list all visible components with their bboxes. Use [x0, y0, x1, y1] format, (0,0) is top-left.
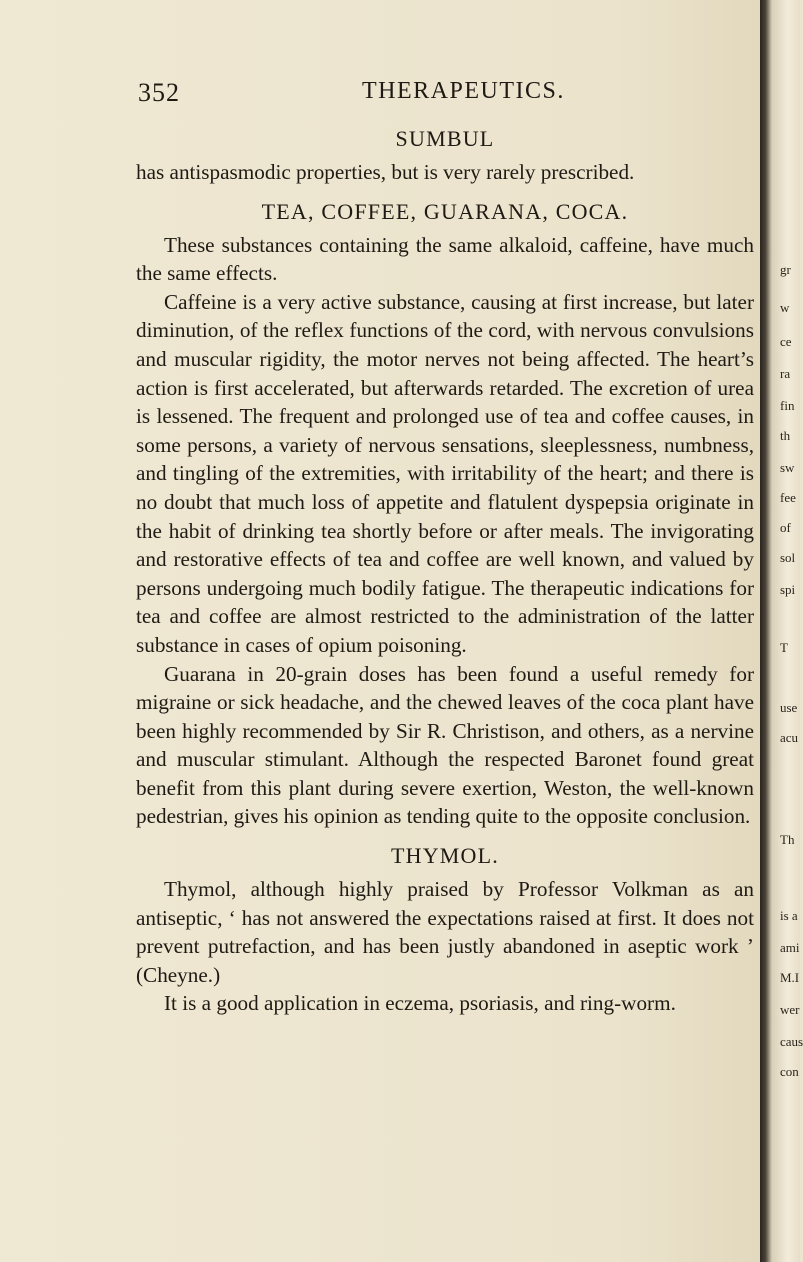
- margin-fragment: T: [780, 640, 788, 655]
- margin-fragment: ra: [780, 366, 791, 381]
- margin-fragment: w: [780, 300, 790, 315]
- section-heading-tea-coffee: TEA, COFFEE, GUARANA, COCA.: [261, 198, 629, 224]
- section-heading-thymol: THYMOL.: [390, 843, 499, 869]
- margin-fragment: fee: [780, 490, 796, 505]
- page-header: [138, 78, 758, 112]
- margin-fragment: acu: [780, 730, 799, 745]
- margin-fragment: of: [780, 520, 791, 535]
- paragraph: has antispasmodic properties, but is very rarely prescribed.: [136, 160, 635, 184]
- margin-fragment: con: [780, 1064, 799, 1079]
- margin-fragment: sol: [780, 550, 796, 565]
- margin-fragment: is a: [780, 908, 798, 923]
- margin-fragment: gr: [780, 262, 791, 277]
- paragraph: These substances containing the same alkaloid, caffeine, have much the same effects.: [136, 232, 754, 286]
- margin-fragment: Th: [780, 832, 795, 847]
- margin-fragment: caus: [780, 1034, 803, 1049]
- paragraph: Guarana in 20-grain doses has been found a useful remedy for migraine or sick headache, and the chewed leaves of the coca plant have been highly recommended by Sir R. Christison, and others, as a nervine and muscular stimulant. Although the respected Baronet found great benefit from this plant during severe exertion, Weston, the well-known pedestrian, gives his opinion as tending quite to the opposite conclusion.: [136, 661, 754, 829]
- margin-fragment: M.I: [780, 970, 800, 985]
- running-head: THERAPEUTICS.: [362, 78, 565, 104]
- margin-fragment: th: [780, 428, 791, 443]
- paragraph: It is a good application in eczema, psoriasis, and ring-worm.: [164, 991, 676, 1016]
- section-heading-sumbul: SUMBUL: [395, 126, 495, 151]
- margin-fragment: spi: [780, 582, 796, 597]
- margin-fragment: use: [780, 700, 798, 715]
- margin-fragment: ce: [780, 334, 792, 349]
- paragraph: Caffeine is a very active substance, causing at first increase, but later diminution, of the reflex functions of the cord, with nervous convulsions and muscular rigidity, the motor nerves not being affected. The heart’s action is first accelerated, but afterwards retarded. The excretion of urea is lessened. The frequent and prolonged use of tea and coffee causes, in some persons, a variety of nervous sensations, sleeplessness, numbness, and tingling of the extremities, with irritability of the heart; and there is no doubt that much loss of appetite and flatulent dyspepsia originate in the habit of drinking tea shortly before or after meals. The invigorating and restorative effects of tea and coffee are well known, and valued by persons undergoing much bodily fatigue. The therapeutic indications for tea and coffee are almost restricted to the administration of the latter substance in cases of opium poisoning.: [136, 289, 754, 657]
- page-number: 352: [138, 78, 180, 107]
- page-body: [136, 124, 754, 1018]
- margin-fragment: fin: [780, 398, 795, 413]
- margin-fragment: sw: [780, 460, 795, 475]
- paragraph: Thymol, although highly praised by Professor Volkman as an antiseptic, ‘ has not answered the expectations raised at first. It does not prevent putrefaction, and has been justly abandoned in aseptic work ’ (Cheyne.): [136, 877, 754, 987]
- margin-fragment: ami: [780, 940, 800, 955]
- margin-fragment: wer: [780, 1002, 800, 1017]
